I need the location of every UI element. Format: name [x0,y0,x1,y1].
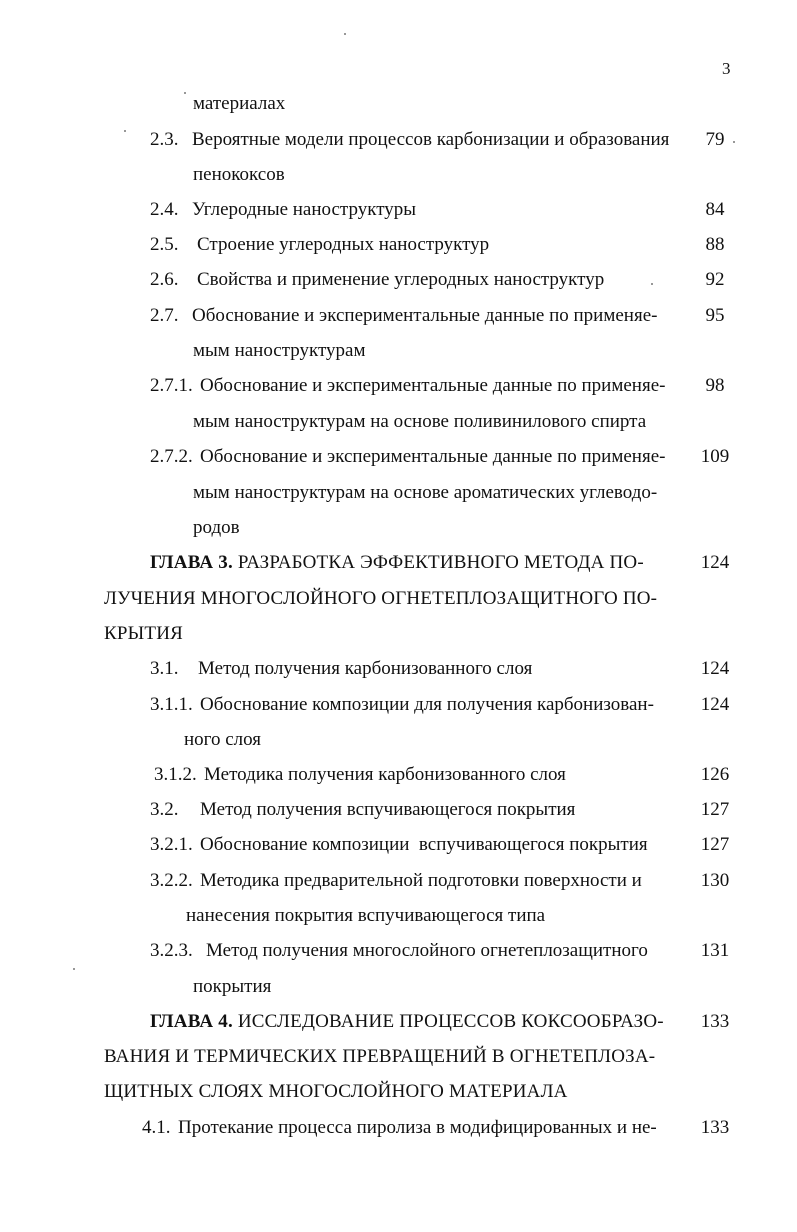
toc-page: 124 [700,658,730,679]
toc-text: Обоснование и экспериментальные данные по применяе- [192,305,658,326]
toc-entry-2-5 [150,233,690,257]
toc-text-cont: родов [193,517,240,538]
toc-text-cont: покрытия [193,976,272,997]
toc-page: 92 [705,269,725,290]
toc-number: 2.5. [150,234,179,255]
toc-text: Методика предварительной подготовки поверхности и [200,870,642,891]
scan-speck [73,968,75,970]
toc-entry-2-6 [150,268,690,292]
chapter-label: ГЛАВА 3. [150,552,233,573]
toc-number: 2.7.1. [150,375,193,396]
scan-speck [184,92,186,94]
toc-page: 130 [700,870,730,891]
toc-continuation [193,92,285,116]
toc-number: 2.4. [150,199,179,220]
toc-text: Обоснование и экспериментальные данные по применяе- [200,375,666,396]
toc-text: Свойства и применение углеродных наноструктур [197,269,605,290]
toc-page: 126 [700,764,730,785]
toc-entry-3-1 [150,657,690,681]
toc-number: 3.2.1. [150,834,193,855]
toc-text-cont: ВАНИЯ И ТЕРМИЧЕСКИХ ПРЕВРАЩЕНИЙ В ОГНЕТЕПЛОЗА- [104,1046,656,1067]
toc-text: Углеродные наноструктуры [192,199,417,220]
toc-entry-3-2-2 [150,869,690,893]
toc-text-cont: нанесения покрытия вспучивающегося типа [186,905,546,926]
toc-text: мым наноструктурам на основе ароматических углеводо- [193,482,658,503]
toc-entry-2-7-2 [150,445,690,469]
toc-page: 88 [705,234,725,255]
toc-text-cont: ЛУЧЕНИЯ МНОГОСЛОЙНОГО ОГНЕТЕПЛОЗАЩИТНОГО ПО- [104,588,658,609]
toc-page: 109 [700,446,730,467]
toc-entry-3-2-1 [150,833,690,857]
toc-entry-2-7-1 [150,374,690,398]
toc-text-cont: ного слоя [184,729,262,750]
toc-number: 3.1.2. [154,764,197,785]
toc-number: 3.1. [150,658,179,679]
toc-text-cont [193,481,678,505]
toc-entry-3-1-2 [154,763,566,787]
toc-page: 124 [700,552,730,573]
toc-text: Строение углеродных наноструктур [197,234,490,255]
toc-page: 95 [705,305,725,326]
toc-page: 98 [705,375,725,396]
toc-text: Обоснование композиции для получения карбонизован- [200,694,654,715]
toc-page: 127 [700,834,730,855]
toc-chapter-3 [150,551,644,575]
toc-entry-4-1 [142,1116,657,1140]
toc-text-cont: КРЫТИЯ [104,623,184,644]
toc-text: Вероятные модели процессов карбонизации и образования [192,129,670,150]
toc-text: РАЗРАБОТКА ЭФФЕКТИВНОГО МЕТОДА ПО- [237,552,644,573]
toc-number: 2.6. [150,269,179,290]
scan-speck [651,283,653,285]
toc-text-cont: пенококсов [193,164,285,185]
toc-entry-3-2 [150,798,690,822]
toc-page: 133 [700,1011,730,1032]
scan-speck [344,33,346,35]
toc-text-cont: мым наноструктурам [193,340,366,361]
toc-text: Метод получения карбонизованного слоя [198,658,533,679]
toc-text: Обоснование композиции вспучивающегося покрытия [200,834,648,855]
toc-page: 124 [700,694,730,715]
toc-chapter-4 [150,1010,664,1034]
toc-text: Методика получения карбонизованного слоя [204,764,566,785]
toc-page: 127 [700,799,730,820]
toc-page: 131 [700,940,730,961]
toc-number: 3.2.3. [150,940,193,961]
toc-text: ИССЛЕДОВАНИЕ ПРОЦЕССОВ КОКСООБРАЗО- [237,1011,664,1032]
toc-text-cont: ЩИТНЫХ СЛОЯХ МНОГОСЛОЙНОГО МАТЕРИАЛА [104,1081,568,1102]
toc-entry-2-3 [150,128,690,152]
toc-text: Обоснование и экспериментальные данные по применяе- [200,446,666,467]
toc-number: 2.7. [150,305,179,326]
toc-number: 3.1.1. [150,694,193,715]
toc-text: Метод получения многослойного огнетеплозащитного [206,940,648,961]
toc-entry-2-4 [150,198,690,222]
toc-entry-2-7 [150,304,690,328]
scan-speck [733,141,735,143]
toc-number: 2.3. [150,129,179,150]
toc-page: 133 [700,1117,730,1138]
toc-page: 79 [705,129,725,150]
toc-text: Протекание процесса пиролиза в модифицированных и не- [178,1117,657,1138]
toc-page: 84 [705,199,725,220]
toc-number: 3.2.2. [150,870,193,891]
toc-text: материалах [193,93,286,114]
page-number: 3 [722,59,731,78]
toc-number: 2.7.2. [150,446,193,467]
toc-entry-3-2-3 [150,939,690,963]
toc-entry-3-1-1 [150,693,690,717]
chapter-label: ГЛАВА 4. [150,1011,233,1032]
scan-speck [124,130,126,132]
toc-text: Метод получения вспучивающегося покрытия [200,799,576,820]
toc-number: 3.2. [150,799,179,820]
toc-text-cont: мым наноструктурам на основе поливинилового спирта [193,411,647,432]
toc-number: 4.1. [142,1117,171,1138]
